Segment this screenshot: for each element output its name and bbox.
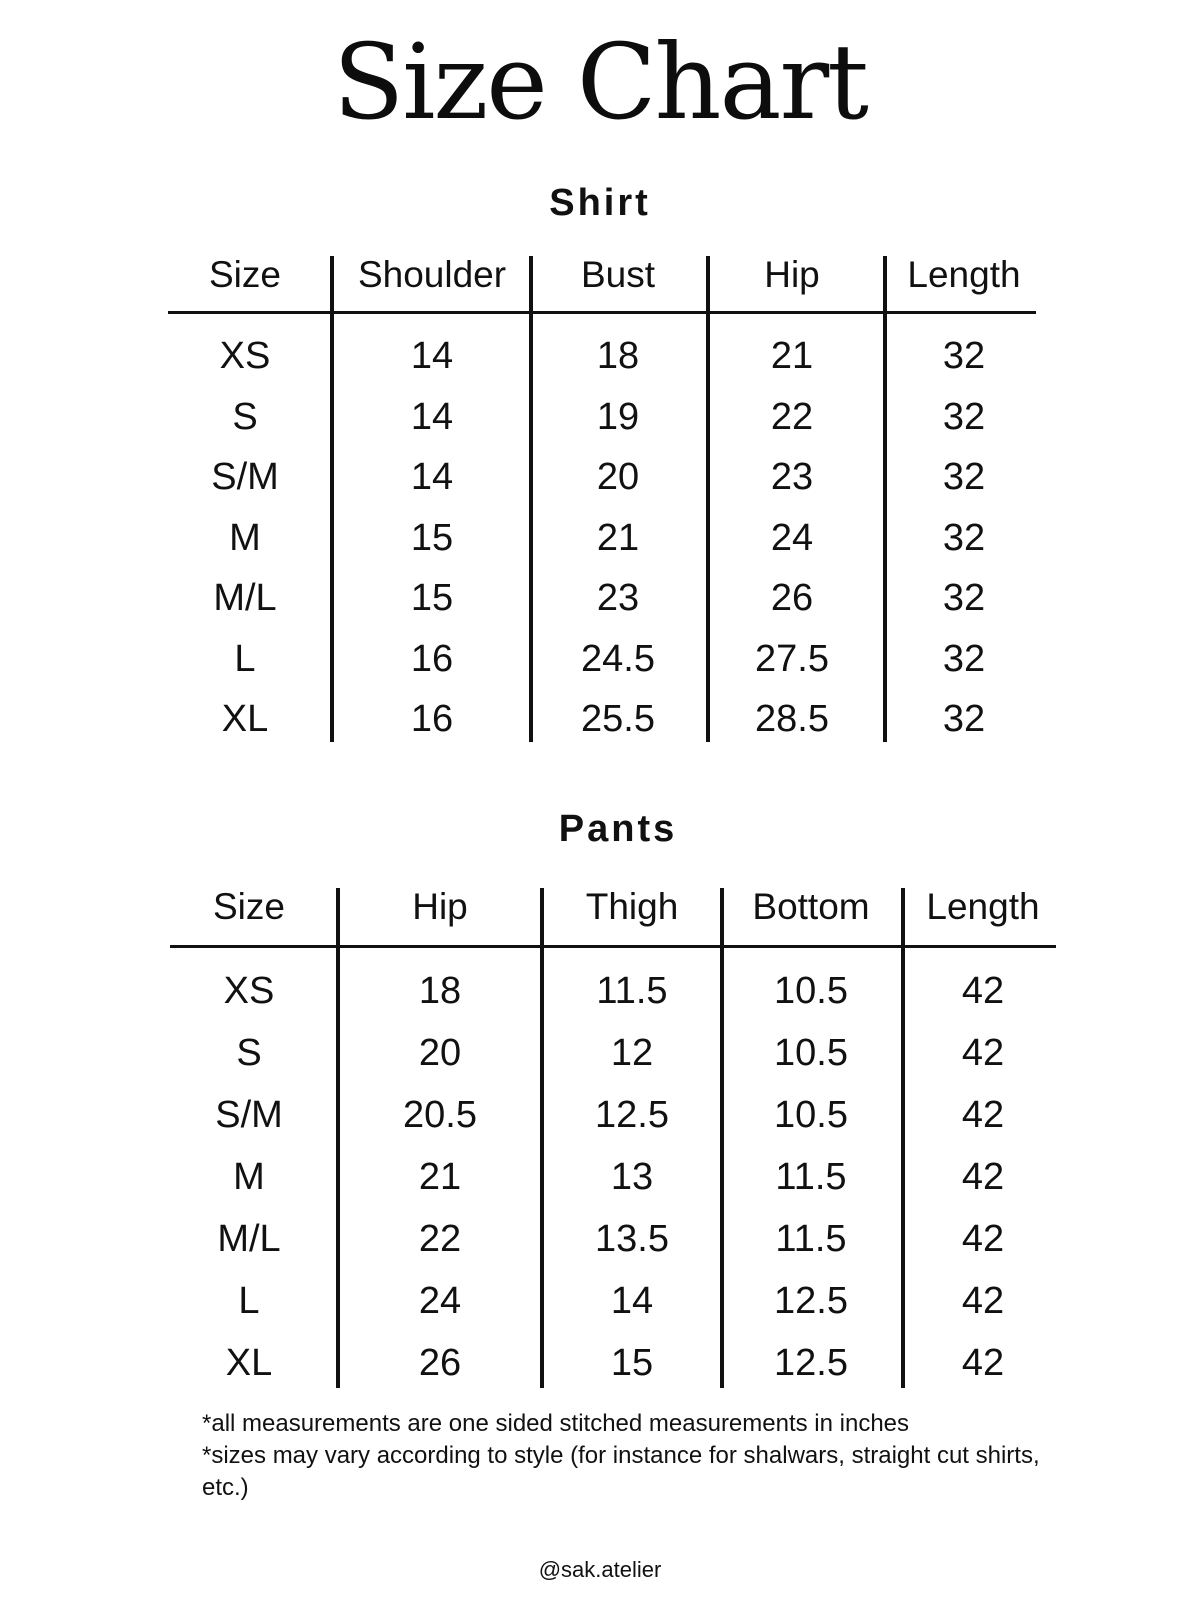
shirt-table-cell: 16 [410, 698, 454, 740]
shirt-table-cell: S [232, 395, 258, 438]
shirt-table-cell: 28.5 [755, 698, 829, 740]
shirt-table-cell: L [234, 637, 256, 680]
pants-table-cell: 14 [610, 1280, 654, 1322]
page-title: Size Chart [333, 21, 867, 143]
pants-table-cell: 42 [961, 1032, 1005, 1074]
shirt-table-cell: 32 [942, 698, 986, 740]
shirt-table-cell: 23 [770, 456, 814, 498]
pants-table-cell: S [236, 1032, 262, 1074]
shirt-table-cell: 15 [410, 577, 454, 619]
shirt-table-cell: 24 [770, 516, 814, 559]
shirt-table-cell: XL [221, 698, 269, 740]
pants-table-cell: 42 [961, 1156, 1005, 1198]
pants-header-bottom: Bottom [752, 886, 870, 927]
pants-table-cell: 21 [418, 1156, 462, 1198]
shirt-table-cell: 32 [942, 516, 986, 559]
pants-table-cell: XL [225, 1342, 273, 1384]
pants-section-title: Pants [558, 808, 678, 850]
shirt-table-cell: XS [219, 335, 271, 377]
shirt-table-cell: 18 [596, 335, 640, 377]
shirt-table-cell: 32 [942, 456, 986, 498]
pants-table-cell: 42 [961, 1094, 1005, 1136]
pants-header-length: Length [926, 886, 1040, 927]
pants-table-cell: 20 [418, 1032, 462, 1074]
pants-table-cell: L [238, 1280, 260, 1322]
shirt-table-cell: 25.5 [581, 698, 655, 740]
measurement-notes [202, 1408, 1062, 1504]
pants-table-cell: S/M [215, 1094, 283, 1136]
note-line: *sizes may vary according to style (for instance for shalwars, straight cut shirts, etc.) [202, 1442, 1040, 1501]
pants-table-cell: 42 [961, 970, 1005, 1012]
shirt-table-cell: S/M [211, 456, 279, 498]
shirt-header-bust: Bust [580, 254, 656, 295]
shirt-table-cell: 21 [596, 516, 640, 559]
shirt-table-cell: 14 [410, 456, 454, 498]
shirt-table-cell: 19 [596, 395, 640, 438]
shirt-table-cell: 32 [942, 395, 986, 438]
pants-table-cell: 18 [418, 970, 462, 1012]
shirt-table-cell: M/L [213, 577, 277, 619]
pants-table-cell: M/L [217, 1218, 281, 1260]
pants-table-cell: 24 [418, 1280, 462, 1322]
shirt-header-divider [168, 311, 1036, 314]
pants-table-cell: 10.5 [774, 1032, 848, 1074]
pants-header-hip: Hip [412, 886, 468, 927]
shirt-section-title: Shirt [549, 182, 651, 224]
pants-table-cell: M [233, 1156, 265, 1198]
pants-header-thigh: Thigh [585, 886, 679, 927]
pants-table-cell: 42 [961, 1280, 1005, 1322]
pants-table-cell: 15 [610, 1342, 654, 1384]
pants-header-size: Size [213, 886, 285, 927]
social-handle: @sak.atelier [538, 1557, 662, 1582]
pants-table-cell: 11.5 [775, 1218, 847, 1260]
pants-table-cell: 12 [610, 1032, 654, 1074]
shirt-table-cell: 32 [942, 335, 986, 377]
shirt-table-cell: 20 [596, 456, 640, 498]
shirt-table-cell: 24.5 [581, 637, 655, 680]
pants-table-cell: 10.5 [774, 1094, 848, 1136]
shirt-table-cell: 16 [410, 637, 454, 680]
shirt-table-cell: 21 [770, 335, 814, 377]
shirt-table-cell: 22 [770, 395, 814, 438]
pants-table-cell: 22 [418, 1218, 462, 1260]
shirt-header-size: Size [209, 254, 281, 295]
shirt-table-cell: 27.5 [755, 637, 829, 680]
pants-table-cell: 12.5 [595, 1094, 669, 1136]
shirt-header-length: Length [907, 254, 1021, 295]
pants-table-cell: 11.5 [775, 1156, 847, 1198]
pants-header-divider [170, 945, 1056, 948]
pants-table-cell: 42 [961, 1218, 1005, 1260]
pants-table-cell: XS [223, 970, 275, 1012]
shirt-table-cell: 14 [410, 395, 454, 438]
shirt-table-cell: 32 [942, 637, 986, 680]
shirt-table-cell: 15 [410, 516, 454, 559]
pants-table-cell: 11.5 [596, 970, 668, 1012]
shirt-header-shoulder: Shoulder [357, 254, 507, 295]
pants-table-cell: 12.5 [774, 1342, 848, 1384]
shirt-table-cell: 23 [596, 577, 640, 619]
pants-table-cell: 42 [961, 1342, 1005, 1384]
shirt-header-hip: Hip [764, 254, 820, 295]
pants-table-cell: 13 [610, 1156, 654, 1198]
pants-table-cell: 10.5 [774, 970, 848, 1012]
pants-table-cell: 12.5 [774, 1280, 848, 1322]
note-line: *all measurements are one sided stitched measurements in inches [202, 1410, 910, 1437]
pants-table-cell: 26 [418, 1342, 462, 1384]
shirt-table-cell: M [229, 516, 261, 559]
shirt-table-cell: 14 [410, 335, 454, 377]
pants-table-cell: 13.5 [595, 1218, 669, 1260]
shirt-table-cell: 26 [770, 577, 814, 619]
pants-table-cell: 20.5 [403, 1094, 477, 1136]
shirt-table-cell: 32 [942, 577, 986, 619]
